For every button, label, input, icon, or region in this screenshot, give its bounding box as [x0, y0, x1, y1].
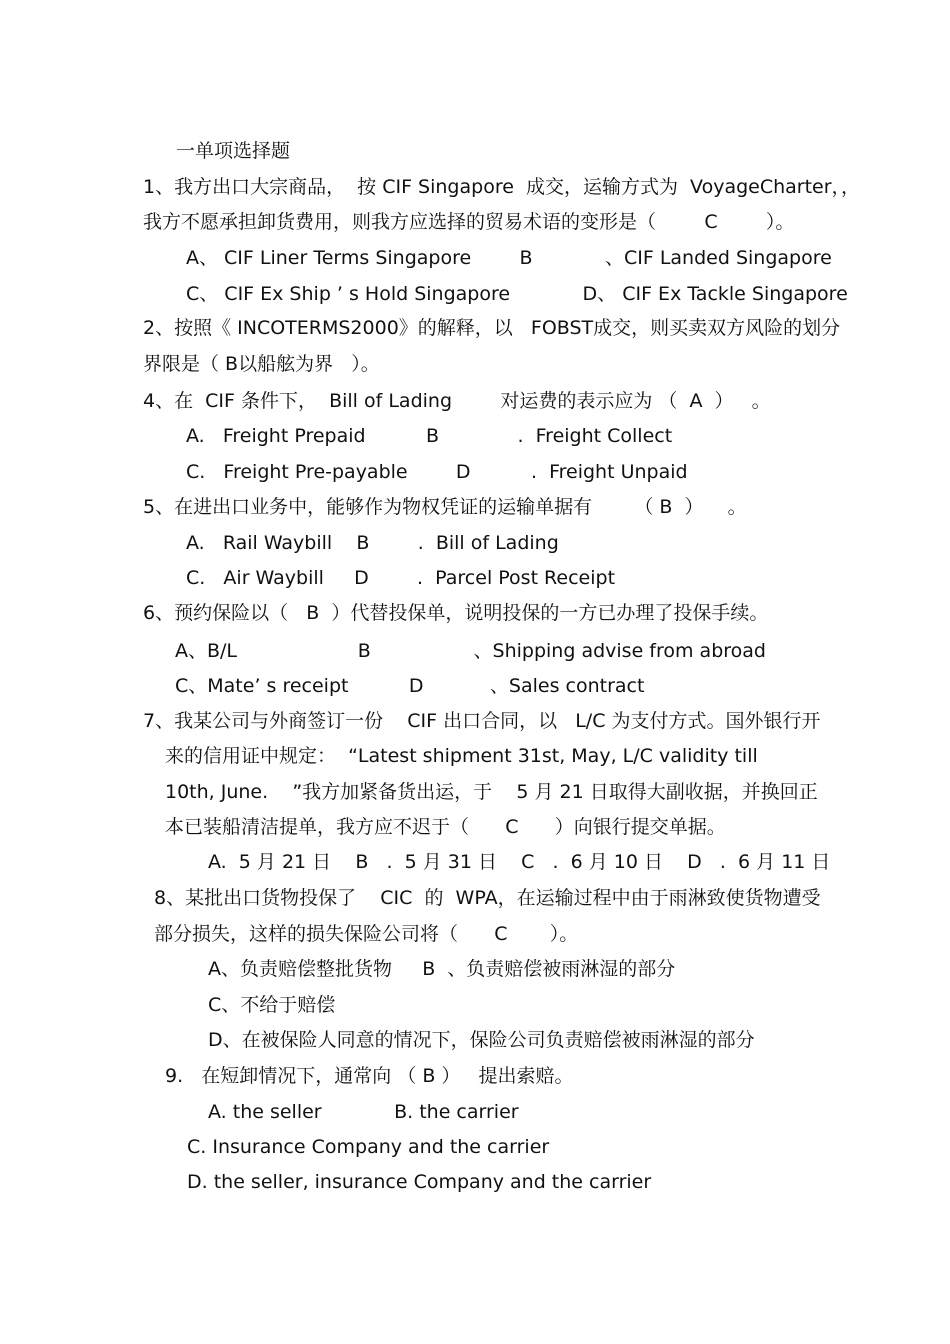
- question-7-line-3: 10th, June. ”我方加紧备货出运，于 5 月 21 日取得大副收据，并换回正: [165, 781, 818, 803]
- question-6-stem: 6、预约保险以（ B ）代替投保单，说明投保的一方已办理了投保手续。: [143, 602, 769, 624]
- question-5-stem: 5、在进出口业务中，能够作为物权凭证的运输单据有 （ B ） 。: [143, 496, 747, 518]
- question-9-stem: 9. 在短卸情况下，通常向 （ B ） 提出索赔。: [165, 1065, 574, 1087]
- question-1-line-1: 1、我方出口大宗商品， 按 CIF Singapore 成交，运输方式为 VoyageCharter，，: [143, 176, 861, 198]
- question-9-option-c: C. Insurance Company and the carrier: [187, 1136, 550, 1158]
- question-5-options-cd: C. Air Waybill D . Parcel Post Receipt: [186, 567, 616, 589]
- question-1-options-cd: C、 CIF Ex Ship ’ s Hold Singapore D、 CIF Ex Tackle Singapore: [186, 283, 848, 305]
- question-7-options: A. 5 月 21 日 B . 5 月 31 日 C . 6 月 10 日 D . 6 月 11 日: [208, 851, 831, 873]
- question-7-line-4: 本已装船清洁提单，我方应不迟于（ C ）向银行提交单据。: [165, 816, 726, 838]
- question-8-line-1: 8、某批出口货物投保了 CIC 的 WPA，在运输过程中由于雨淋致使货物遭受: [154, 887, 821, 909]
- question-1-options-ab: A、 CIF Liner Terms Singapore B 、CIF Landed Singapore: [186, 247, 832, 269]
- question-4-stem: 4、在 CIF 条件下， Bill of Lading 对运费的表示应为 （ A ） 。: [143, 390, 771, 412]
- question-8-option-d: D、在被保险人同意的情况下，保险公司负责赔偿被雨淋湿的部分: [208, 1029, 755, 1051]
- question-8-options-ab: A、负责赔偿整批货物 B 、负责赔偿被雨淋湿的部分: [208, 958, 676, 980]
- question-7-line-2: 来的信用证中规定： “Latest shipment 31st, May, L/C validity till: [165, 745, 758, 767]
- section-heading: 一单项选择题: [176, 140, 291, 162]
- question-9-options-ab: A. the seller B. the carrier: [208, 1101, 519, 1123]
- question-1-line-2: 我方不愿承担卸货费用，则我方应选择的贸易术语的变形是（ C ）。: [143, 211, 795, 233]
- question-6-options-cd: C、Mate’ s receipt D 、Sales contract: [175, 675, 645, 697]
- question-2-line-1: 2、按照《 INCOTERMS2000》的解释，以 FOBST成交，则买卖双方风险的划分: [143, 317, 841, 339]
- question-2-line-2: 界限是（ B以船舷为界 ）。: [143, 353, 380, 375]
- question-4-options-cd: C. Freight Pre-payable D . Freight Unpaid: [186, 461, 688, 483]
- question-4-options-ab: A. Freight Prepaid B . Freight Collect: [186, 425, 673, 447]
- question-6-options-ab: A、B/L B 、Shipping advise from abroad: [175, 640, 766, 662]
- question-8-line-2: 部分损失，这样的损失保险公司将（ C ）。: [154, 923, 579, 945]
- question-7-line-1: 7、我某公司与外商签订一份 CIF 出口合同，以 L/C 为支付方式。国外银行开: [143, 710, 821, 732]
- question-8-option-c: C、不给于赔偿: [208, 994, 336, 1016]
- question-9-option-d: D. the seller, insurance Company and the carrier: [187, 1171, 652, 1193]
- question-5-options-ab: A. Rail Waybill B . Bill of Lading: [186, 532, 559, 554]
